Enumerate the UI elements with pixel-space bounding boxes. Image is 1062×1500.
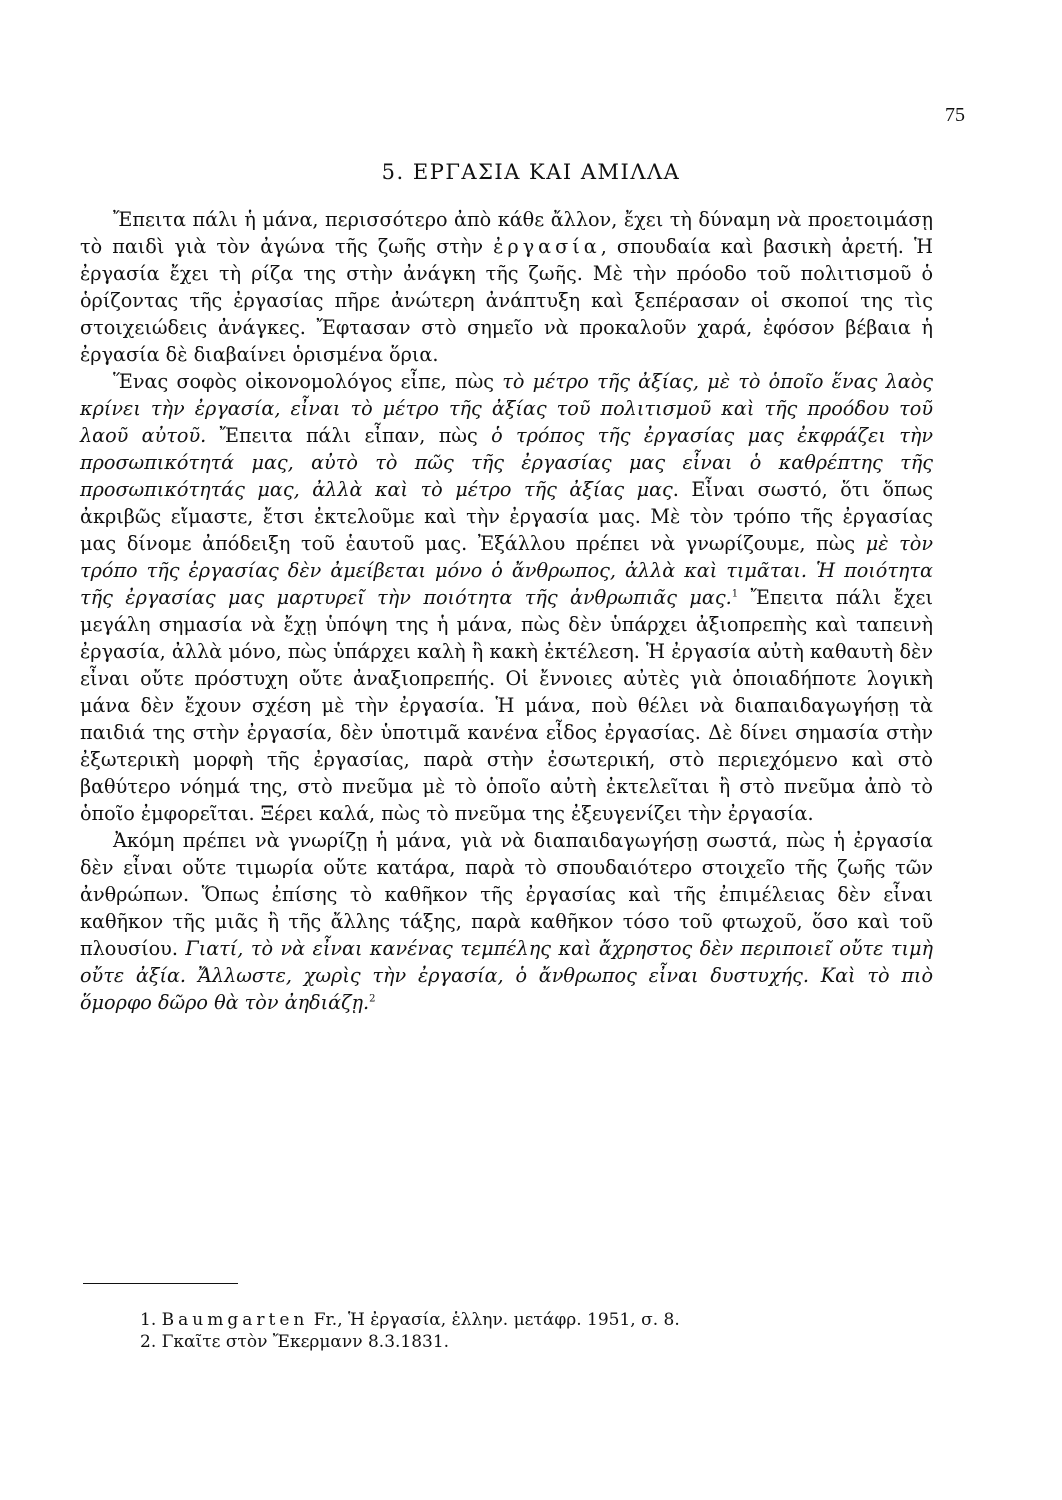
emphasized-word: ἐργασία (493, 235, 601, 258)
footnote-ref-1: 1 (731, 588, 739, 600)
body-text (80, 206, 933, 1016)
paragraph-3 (80, 827, 933, 1016)
paragraph-1-text-a: Ἔπειτα πάλι ἡ μάνα, περισσότερο ἀπὸ κάθε ἄλλον, ἔχει τὴ δύναμη νὰ προετοιμάσῃ τὸ παιδὶ γιὰ τὸν ἀγώνα τῆς ζωῆς στὴν (80, 208, 933, 258)
footnote-1-author: Baumgarten (161, 1310, 309, 1330)
paragraph-2-text-c: . Εἶναι σωστό, ὅτι ὅπως ἀκριβῶς εἴμαστε, ἔτσι ἐκτελοῦμε καὶ τὴν ἐργασία μας. Μὲ τὸν τρόπο τῆς ἐργασίας μας δίνομε ἀπόδειξη τοῦ ἑαυτοῦ μας. Ἐξάλλου πρέπει νὰ γνωρίζουμε, πὼς (80, 478, 933, 555)
footnote-2 (140, 1331, 900, 1353)
paragraph-1 (80, 206, 933, 368)
footnote-1 (140, 1309, 900, 1331)
footnote-divider (83, 1283, 238, 1284)
italic-quote-4: Γιατί, τὸ νὰ εἶναι κανένας τεμπέλης καὶ ἄχρηστος δὲν περιποιεῖ οὔτε τιμὴ οὔτε ἀξία. Ἄλλωστε, χωρὶς τὴν ἐργασία, ὁ ἄνθρωπος εἶναι δυστυχής. Καὶ τὸ πιὸ ὅμορφο δῶρο θὰ τὸν ἀηδιάζῃ. (80, 937, 933, 1014)
page-number: 75 (945, 104, 965, 126)
footnote-1-number: 1. (140, 1310, 157, 1330)
paragraph-3-text-a: Ἀκόμη πρέπει νὰ γνωρίζῃ ἡ μάνα, γιὰ νὰ διαπαιδαγωγήσῃ σωστά, πὼς ἡ ἐργασία δὲν εἶναι οὔτε τιμωρία οὔτε κατάρα, παρὰ τὸ σπουδαιότερο στοιχεῖο τῆς ζωῆς τῶν ἀνθρώπων. Ὅπως ἐπίσης τὸ καθῆκον τῆς ἐργασίας καὶ τῆς ἐπιμέλειας δὲν εἶναι καθῆκον τῆς μιᾶς ἢ τῆς ἄλλης τάξης, παρὰ καθῆκον τόσο τοῦ φτωχοῦ, ὅσο καὶ τοῦ πλουσίου. (80, 829, 933, 960)
footnote-ref-2: 2 (369, 993, 376, 1005)
paragraph-2 (80, 368, 933, 827)
footnote-2-number: 2. (140, 1332, 157, 1352)
italic-quote-1: τὸ μέτρο τῆς ἀξίας, μὲ τὸ ὁποῖο ἕνας λαὸς κρίνει τὴν ἐργασία, εἶναι τὸ μέτρο τῆς ἀξίας τοῦ πολιτισμοῦ καὶ τῆς προόδου τοῦ λαοῦ αὐτοῦ. (80, 370, 933, 447)
paragraph-2-text-a: Ἕνας σοφὸς οἰκονομολόγος εἶπε, πὼς (113, 370, 503, 393)
paragraph-2-text-d: Ἔπειτα πάλι ἔχει μεγάλη σημασία νὰ ἔχῃ ὑπόψη της ἡ μάνα, πὼς δὲν ὑπάρχει ἀξιοπρεπὴς καὶ ταπεινὴ ἐργασία, ἀλλὰ μόνο, πὼς ὑπάρχει καλὴ ἢ κακὴ ἐκτέλεση. Ἡ ἐργασία αὐτὴ καθαυτὴ δὲν εἶναι οὔτε πρόστυχη οὔτε ἀναξιοπρεπής. Οἱ ἔννοιες αὐτὲς γιὰ ὁποιαδήποτε λογικὴ μάνα δὲν ἔχουν σχέση μὲ τὴν ἐργασία. Ἡ μάνα, ποὺ θέλει νὰ διαπαιδαγωγήσῃ τὰ παιδιά της στὴν ἐργασία, δὲν ὑποτιμᾶ κανένα εἶδος ἐργασίας. Δὲ δίνει σημασία στὴν ἐξωτερικὴ μορφὴ τῆς ἐργασίας, παρὰ στὴν ἐσωτερική, στὸ περιεχόμενο καὶ στὸ βαθύτερο νόημά της, στὸ πνεῦμα μὲ τὸ ὁποῖο αὐτὴ ἐκτελεῖται ἢ στὸ πνεῦμα ἀπὸ τὸ ὁποῖο ἐμφορεῖται. Ξέρει καλά, πὼς τὸ πνεῦμα της ἐξευγενίζει τὴν ἐργασία. (80, 586, 933, 825)
chapter-title: 5. ΕΡΓΑΣΙΑ ΚΑΙ ΑΜΙΛΛΑ (381, 160, 681, 184)
italic-quote-3: μὲ τὸν τρόπο τῆς ἐργασίας δὲν ἀμείβεται μόνο ὁ ἄνθρωπος, ἀλλὰ καὶ τιμᾶται. Ἡ ποιότητα τῆς ἐργασίας μας μαρτυρεῖ τὴν ποιότητα τῆς ἀνθρωπιᾶς μας. (80, 532, 933, 609)
footnotes (140, 1309, 900, 1353)
paragraph-2-text-b: Ἔπειτα πάλι εἶπαν, πὼς (206, 424, 492, 447)
footnote-1-text: Fr., Ἡ ἐργασία, ἑλλην. μετάφρ. 1951, σ. 8. (308, 1310, 680, 1330)
italic-quote-2: ὁ τρόπος τῆς ἐργασίας μας ἐκφράζει τὴν προσωπικότητά μας, αὐτὸ τὸ πῶς τῆς ἐργασίας μας εἶναι ὁ καθρέπτης τῆς προσωπικότητάς μας, ἀλλὰ καὶ τὸ μέτρο τῆς ἀξίας μας (80, 424, 933, 501)
footnote-2-text: Γκαῖτε στὸν Ἔκερμανν 8.3.1831. (161, 1332, 450, 1352)
paragraph-1-text-b: , σπουδαία καὶ βασικὴ ἀρετή. Ἡ ἐργασία ἔχει τὴ ρίζα της στὴν ἀνάγκη τῆς ζωῆς. Μὲ τὴν πρόοδο τοῦ πολιτισμοῦ ὁ ὁρίζοντας τῆς ἐργασίας πῆρε ἀνώτερη ἀνάπτυξη καὶ ξεπέρασαν οἱ σκοποί της τὶς στοιχειώδεις ἀνάγκες. Ἔφτασαν στὸ σημεῖο νὰ προκαλοῦν χαρά, ἐφόσον βέβαια ἡ ἐργασία δὲ διαβαίνει ὁρισμένα ὅρια. (80, 235, 933, 366)
